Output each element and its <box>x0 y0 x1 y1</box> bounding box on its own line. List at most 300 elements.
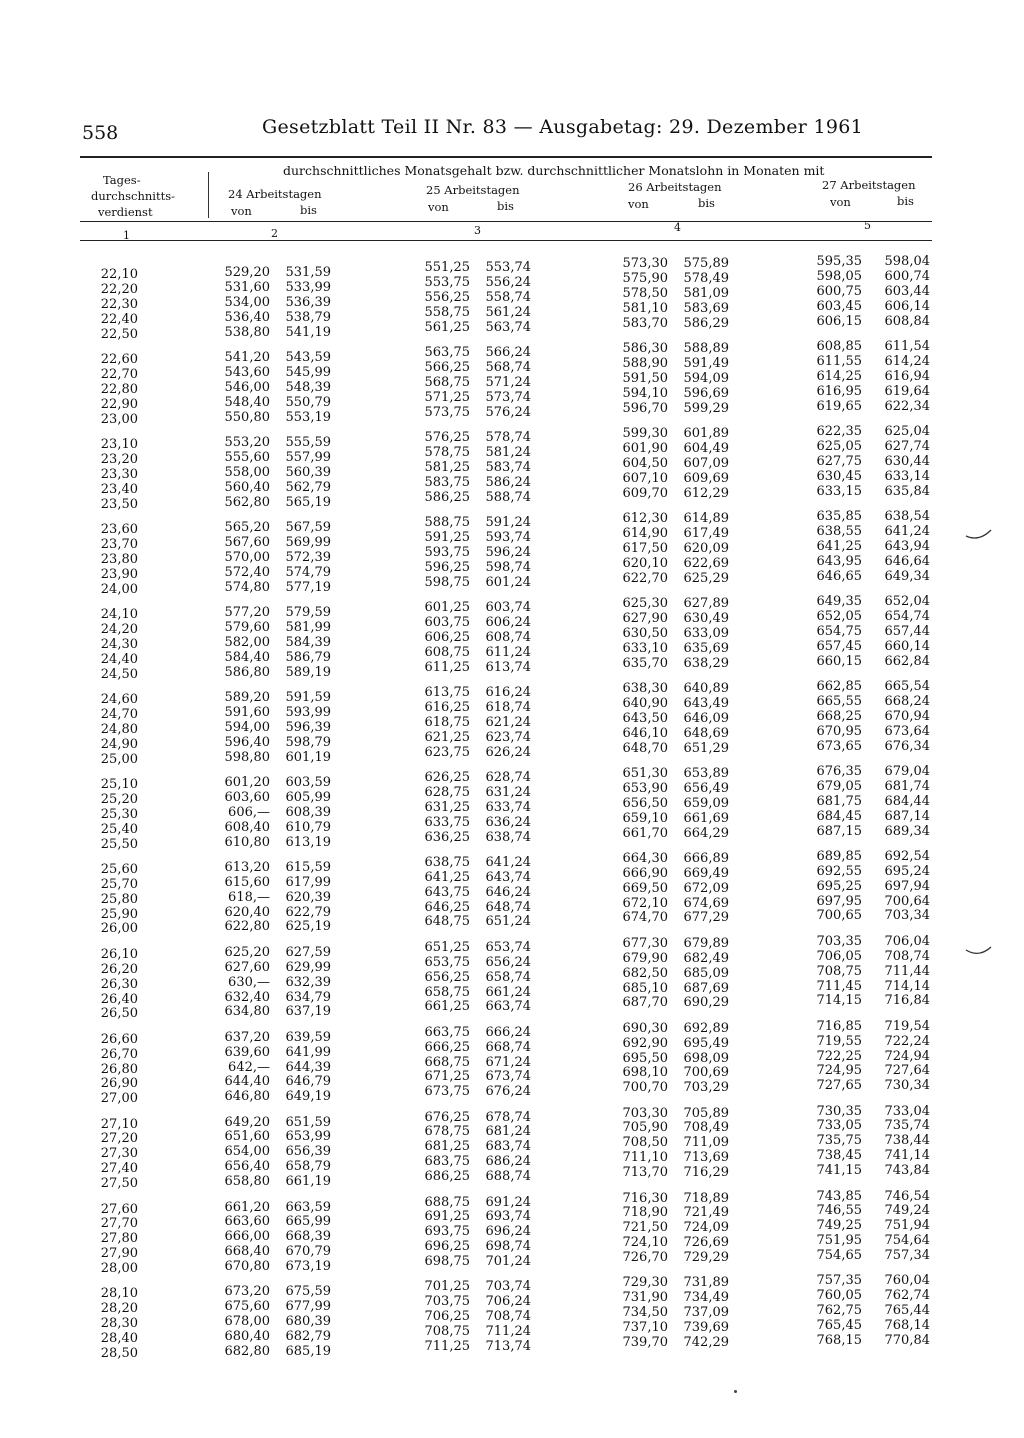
cell-bis-27: 757,34 <box>884 1248 930 1264</box>
cell-bis-27: 735,74 <box>884 1118 930 1134</box>
cell-bis-24: 560,39 <box>285 464 331 480</box>
cell-bis-25: 686,24 <box>485 1154 531 1170</box>
cell-von-24: 673,20 <box>224 1284 270 1300</box>
cell-bis-26: 713,69 <box>683 1150 729 1166</box>
cell-von-26: 653,90 <box>622 780 668 796</box>
cell-bis-26: 633,09 <box>683 625 729 641</box>
cell-tagesverdienst: 23,60 <box>100 521 138 537</box>
cell-von-26: 599,30 <box>622 425 668 441</box>
cell-von-26: 617,50 <box>622 540 668 556</box>
cell-von-24: 666,00 <box>224 1229 270 1245</box>
cell-bis-27: 733,04 <box>884 1103 930 1119</box>
cell-von-26: 718,90 <box>622 1205 668 1221</box>
cell-bis-27: 633,14 <box>884 468 930 484</box>
cell-von-25: 611,25 <box>424 659 470 675</box>
cell-von-24: 534,00 <box>224 294 270 310</box>
cell-bis-27: 598,04 <box>884 254 930 269</box>
cell-bis-24: 543,59 <box>285 349 331 365</box>
cell-bis-24: 675,59 <box>285 1284 331 1300</box>
cell-von-26: 659,10 <box>622 810 668 826</box>
cell-von-25: 583,75 <box>424 474 470 490</box>
cell-bis-26: 635,69 <box>683 640 729 656</box>
cell-bis-25: 701,24 <box>485 1254 531 1270</box>
cell-bis-27: 679,04 <box>884 763 930 779</box>
cell-bis-27: 689,34 <box>884 823 930 839</box>
cell-bis-25: 583,74 <box>485 459 531 475</box>
cell-bis-24: 682,79 <box>285 1329 331 1345</box>
cell-tagesverdienst: 26,90 <box>100 1076 138 1092</box>
cell-von-26: 716,30 <box>622 1190 668 1206</box>
cell-von-25: 626,25 <box>424 769 470 785</box>
cell-bis-24: 608,39 <box>285 804 331 820</box>
cell-von-27: 738,45 <box>816 1148 862 1164</box>
cell-bis-26: 672,09 <box>683 880 729 896</box>
cell-bis-24: 649,19 <box>285 1089 331 1105</box>
cell-von-27: 716,85 <box>816 1018 862 1034</box>
cell-von-26: 656,50 <box>622 795 668 811</box>
cell-von-24: 649,20 <box>224 1114 270 1130</box>
cell-von-27: 697,95 <box>816 893 862 909</box>
cell-von-24: 661,20 <box>224 1199 270 1215</box>
cell-bis-25: 636,24 <box>485 814 531 830</box>
cell-bis-24: 668,39 <box>285 1229 331 1245</box>
cell-bis-26: 726,69 <box>683 1235 729 1251</box>
cell-von-24: 608,40 <box>224 819 270 835</box>
cell-bis-26: 690,29 <box>683 995 729 1011</box>
cell-von-24: 572,40 <box>224 564 270 580</box>
cell-bis-26: 643,49 <box>683 695 729 711</box>
cell-von-26: 591,50 <box>622 370 668 386</box>
cell-bis-24: 538,79 <box>285 309 331 325</box>
cell-bis-24: 685,19 <box>285 1344 331 1360</box>
cell-bis-26: 607,09 <box>683 455 729 471</box>
cell-tagesverdienst: 28,10 <box>100 1286 138 1302</box>
cell-von-27: 762,75 <box>816 1303 862 1319</box>
cell-bis-24: 673,19 <box>285 1259 331 1275</box>
cell-bis-25: 601,24 <box>485 574 531 590</box>
cell-tagesverdienst: 26,20 <box>100 961 138 977</box>
cell-tagesverdienst: 25,20 <box>100 791 138 807</box>
cell-von-26: 633,10 <box>622 640 668 656</box>
cell-von-25: 633,75 <box>424 814 470 830</box>
cell-tagesverdienst: 23,70 <box>100 536 138 552</box>
cell-von-25: 551,25 <box>424 260 470 275</box>
cell-bis-25: 573,74 <box>485 389 531 405</box>
cell-bis-27: 646,64 <box>884 553 930 569</box>
cell-von-24: 610,80 <box>224 834 270 850</box>
cell-von-24: 658,80 <box>224 1174 270 1190</box>
cell-von-26: 588,90 <box>622 355 668 371</box>
cell-bis-24: 579,59 <box>285 604 331 620</box>
cell-bis-24: 625,19 <box>285 919 331 935</box>
cell-bis-25: 623,74 <box>485 729 531 745</box>
cell-bis-26: 620,09 <box>683 540 729 556</box>
cell-von-27: 722,25 <box>816 1048 862 1064</box>
cell-von-25: 693,75 <box>424 1224 470 1240</box>
cell-von-24: 634,80 <box>224 1004 270 1020</box>
cell-von-26: 596,70 <box>622 400 668 416</box>
cell-von-27: 641,25 <box>816 538 862 554</box>
cell-von-27: 603,45 <box>816 298 862 314</box>
cell-von-24: 582,00 <box>224 634 270 650</box>
cell-bis-26: 594,09 <box>683 370 729 386</box>
cell-bis-26: 682,49 <box>683 950 729 966</box>
cell-von-24: 675,60 <box>224 1299 270 1315</box>
cell-bis-25: 683,74 <box>485 1139 531 1155</box>
cell-tagesverdienst: 28,00 <box>100 1261 138 1277</box>
cell-bis-25: 671,24 <box>485 1054 531 1070</box>
cell-bis-26: 724,09 <box>683 1220 729 1236</box>
cell-von-26: 685,10 <box>622 980 668 996</box>
cell-bis-27: 603,44 <box>884 283 930 299</box>
cell-bis-24: 620,39 <box>285 889 331 905</box>
cell-bis-27: 654,74 <box>884 608 930 624</box>
cell-bis-26: 575,89 <box>683 256 729 271</box>
cell-tagesverdienst: 22,40 <box>100 311 138 327</box>
cell-bis-26: 700,69 <box>683 1065 729 1081</box>
cell-von-24: 574,80 <box>224 579 270 595</box>
cell-bis-25: 673,74 <box>485 1069 531 1085</box>
cell-bis-27: 706,04 <box>884 933 930 949</box>
cell-tagesverdienst: 25,10 <box>100 776 138 792</box>
cell-von-25: 578,75 <box>424 444 470 460</box>
cell-bis-25: 703,74 <box>485 1279 531 1295</box>
cell-bis-27: 665,54 <box>884 678 930 694</box>
cell-bis-25: 561,24 <box>485 304 531 320</box>
cell-tagesverdienst: 22,60 <box>100 351 138 367</box>
cell-bis-24: 639,59 <box>285 1029 331 1045</box>
cell-von-24: 558,00 <box>224 464 270 480</box>
cell-bis-25: 646,24 <box>485 884 531 900</box>
cell-von-27: 743,85 <box>816 1188 862 1204</box>
cell-bis-24: 632,39 <box>285 974 331 990</box>
cell-bis-24: 572,39 <box>285 549 331 565</box>
cell-von-24: 562,80 <box>224 494 270 510</box>
cell-von-24: 586,80 <box>224 664 270 680</box>
cell-von-25: 566,25 <box>424 359 470 375</box>
cell-von-26: 575,90 <box>622 270 668 286</box>
cell-bis-27: 743,84 <box>884 1163 930 1179</box>
cell-von-24: 625,20 <box>224 944 270 960</box>
cell-von-27: 622,35 <box>816 423 862 439</box>
cell-bis-24: 593,99 <box>285 704 331 720</box>
cell-von-26: 674,70 <box>622 910 668 926</box>
cell-bis-26: 708,49 <box>683 1120 729 1136</box>
cell-bis-27: 754,64 <box>884 1233 930 1249</box>
cell-bis-27: 670,94 <box>884 708 930 724</box>
cell-von-27: 649,35 <box>816 593 862 609</box>
cell-von-27: 719,55 <box>816 1033 862 1049</box>
cell-von-26: 583,70 <box>622 315 668 331</box>
cell-tagesverdienst: 23,80 <box>100 551 138 567</box>
cell-bis-26: 646,09 <box>683 710 729 726</box>
cell-bis-27: 765,44 <box>884 1303 930 1319</box>
cell-bis-26: 591,49 <box>683 355 729 371</box>
cell-von-26: 734,50 <box>622 1305 668 1321</box>
cell-bis-27: 727,64 <box>884 1063 930 1079</box>
group-24-label: 24 Arbeitstagen <box>228 187 322 201</box>
cell-tagesverdienst: 22,10 <box>100 267 138 282</box>
cell-von-24: 622,80 <box>224 919 270 935</box>
cell-tagesverdienst: 23,90 <box>100 566 138 582</box>
cell-tagesverdienst: 23,50 <box>100 496 138 512</box>
cell-von-27: 689,85 <box>816 848 862 864</box>
cell-von-27: 724,95 <box>816 1063 862 1079</box>
cell-bis-27: 676,34 <box>884 738 930 754</box>
cell-von-27: 595,35 <box>816 254 862 269</box>
cell-tagesverdienst: 23,40 <box>100 481 138 497</box>
cell-von-27: 611,55 <box>816 353 862 369</box>
cell-tagesverdienst: 23,10 <box>100 436 138 452</box>
cell-von-26: 661,70 <box>622 825 668 841</box>
cell-bis-27: 625,04 <box>884 423 930 439</box>
cell-von-27: 619,65 <box>816 398 862 414</box>
cell-von-25: 556,25 <box>424 289 470 305</box>
cell-von-27: 727,65 <box>816 1078 862 1094</box>
cell-von-24: 632,40 <box>224 989 270 1005</box>
cell-bis-25: 566,24 <box>485 344 531 360</box>
cell-tagesverdienst: 28,40 <box>100 1331 138 1347</box>
cell-von-27: 670,95 <box>816 723 862 739</box>
header-rule-bottom <box>80 240 932 241</box>
group-26-label: 26 Arbeitstagen <box>628 180 722 194</box>
cell-bis-25: 628,74 <box>485 769 531 785</box>
cell-bis-25: 631,24 <box>485 784 531 800</box>
cell-bis-25: 641,24 <box>485 854 531 870</box>
cell-von-27: 673,65 <box>816 738 862 754</box>
cell-bis-25: 581,24 <box>485 444 531 460</box>
cell-bis-27: 619,64 <box>884 383 930 399</box>
cell-tagesverdienst: 24,60 <box>100 691 138 707</box>
cell-tagesverdienst: 24,70 <box>100 706 138 722</box>
cell-von-25: 581,25 <box>424 459 470 475</box>
cell-tagesverdienst: 26,30 <box>100 976 138 992</box>
cell-bis-26: 729,29 <box>683 1250 729 1266</box>
cell-bis-27: 746,54 <box>884 1188 930 1204</box>
cell-von-27: 706,05 <box>816 948 862 964</box>
cell-bis-24: 562,79 <box>285 479 331 495</box>
cell-bis-24: 555,59 <box>285 434 331 450</box>
cell-tagesverdienst: 24,00 <box>100 581 138 597</box>
header-col1-line2: durchschnitts- <box>91 189 175 203</box>
cell-von-24: 654,00 <box>224 1144 270 1160</box>
cell-bis-26: 679,89 <box>683 935 729 951</box>
cell-von-26: 612,30 <box>622 510 668 526</box>
header-col1-line1: Tages- <box>103 173 141 187</box>
cell-bis-27: 627,74 <box>884 438 930 454</box>
cell-bis-27: 622,34 <box>884 398 930 414</box>
cell-von-26: 607,10 <box>622 470 668 486</box>
cell-bis-25: 661,24 <box>485 984 531 1000</box>
cell-tagesverdienst: 27,20 <box>100 1131 138 1147</box>
cell-bis-27: 768,14 <box>884 1318 930 1334</box>
cell-von-25: 678,75 <box>424 1124 470 1140</box>
cell-tagesverdienst: 27,10 <box>100 1116 138 1132</box>
cell-bis-25: 678,74 <box>485 1109 531 1125</box>
cell-bis-24: 545,99 <box>285 364 331 380</box>
cell-von-24: 543,60 <box>224 364 270 380</box>
cell-bis-26: 596,69 <box>683 385 729 401</box>
cell-bis-27: 641,24 <box>884 523 930 539</box>
cell-bis-26: 612,29 <box>683 485 729 501</box>
cell-von-24: 550,80 <box>224 409 270 425</box>
cell-von-27: 614,25 <box>816 368 862 384</box>
cell-von-25: 593,75 <box>424 544 470 560</box>
cell-von-24: 613,20 <box>224 859 270 875</box>
cell-bis-26: 718,89 <box>683 1190 729 1206</box>
cell-bis-26: 659,09 <box>683 795 729 811</box>
cell-von-24: 630,— <box>228 974 270 990</box>
cell-bis-25: 633,74 <box>485 799 531 815</box>
cell-von-26: 635,70 <box>622 655 668 671</box>
cell-von-25: 671,25 <box>424 1069 470 1085</box>
cell-von-24: 538,80 <box>224 324 270 340</box>
column-number-5: 5 <box>864 219 871 232</box>
cell-bis-26: 609,69 <box>683 470 729 486</box>
cell-bis-27: 719,54 <box>884 1018 930 1034</box>
cell-bis-25: 651,24 <box>485 914 531 930</box>
cell-bis-27: 760,04 <box>884 1273 930 1289</box>
cell-bis-26: 677,29 <box>683 910 729 926</box>
cell-von-27: 616,95 <box>816 383 862 399</box>
cell-bis-24: 644,39 <box>285 1059 331 1075</box>
cell-von-26: 731,90 <box>622 1290 668 1306</box>
cell-von-25: 711,25 <box>424 1339 470 1355</box>
cell-von-26: 692,90 <box>622 1035 668 1051</box>
cell-von-27: 708,75 <box>816 963 862 979</box>
cell-von-27: 643,95 <box>816 553 862 569</box>
cell-bis-27: 611,54 <box>884 338 930 354</box>
cell-von-24: 656,40 <box>224 1159 270 1175</box>
cell-von-25: 698,75 <box>424 1254 470 1270</box>
cell-bis-26: 638,29 <box>683 655 729 671</box>
cell-bis-24: 610,79 <box>285 819 331 835</box>
cell-von-26: 698,10 <box>622 1065 668 1081</box>
cell-bis-27: 614,24 <box>884 353 930 369</box>
cell-tagesverdienst: 22,80 <box>100 381 138 397</box>
cell-von-25: 563,75 <box>424 344 470 360</box>
cell-von-27: 700,65 <box>816 908 862 924</box>
cell-bis-25: 708,74 <box>485 1309 531 1325</box>
cell-bis-25: 553,74 <box>485 260 531 275</box>
cell-von-25: 573,75 <box>424 404 470 420</box>
cell-bis-24: 565,19 <box>285 494 331 510</box>
cell-bis-24: 531,59 <box>285 265 331 280</box>
cell-von-27: 751,95 <box>816 1233 862 1249</box>
cell-von-25: 636,25 <box>424 829 470 845</box>
header-divider-1 <box>208 172 209 218</box>
cell-von-27: 657,45 <box>816 638 862 654</box>
cell-von-26: 578,50 <box>622 285 668 301</box>
cell-bis-24: 617,99 <box>285 874 331 890</box>
cell-bis-27: 738,44 <box>884 1133 930 1149</box>
cell-von-26: 679,90 <box>622 950 668 966</box>
cell-bis-25: 648,74 <box>485 899 531 915</box>
cell-bis-26: 614,89 <box>683 510 729 526</box>
cell-von-25: 646,25 <box>424 899 470 915</box>
cell-bis-27: 673,64 <box>884 723 930 739</box>
cell-von-26: 648,70 <box>622 740 668 756</box>
cell-tagesverdienst: 22,90 <box>100 396 138 412</box>
cell-tagesverdienst: 26,50 <box>100 1006 138 1022</box>
cell-von-24: 644,40 <box>224 1074 270 1090</box>
cell-bis-25: 563,74 <box>485 319 531 335</box>
cell-bis-25: 558,74 <box>485 289 531 305</box>
group-24-von: von <box>231 204 252 218</box>
cell-bis-27: 616,94 <box>884 368 930 384</box>
cell-von-27: 635,85 <box>816 508 862 524</box>
cell-bis-27: 630,44 <box>884 453 930 469</box>
cell-bis-26: 627,89 <box>683 595 729 611</box>
cell-von-24: 594,00 <box>224 719 270 735</box>
cell-von-27: 714,15 <box>816 993 862 1009</box>
cell-bis-27: 635,84 <box>884 483 930 499</box>
cell-bis-27: 741,14 <box>884 1148 930 1164</box>
cell-von-26: 604,50 <box>622 455 668 471</box>
cell-von-24: 615,60 <box>224 874 270 890</box>
cell-von-24: 606,— <box>228 804 270 820</box>
cell-von-26: 638,30 <box>622 680 668 696</box>
cell-bis-25: 698,74 <box>485 1239 531 1255</box>
cell-bis-25: 616,24 <box>485 684 531 700</box>
cell-bis-24: 658,79 <box>285 1159 331 1175</box>
cell-bis-25: 693,74 <box>485 1209 531 1225</box>
cell-bis-24: 637,19 <box>285 1004 331 1020</box>
cell-tagesverdienst: 27,80 <box>100 1231 138 1247</box>
cell-von-27: 668,25 <box>816 708 862 724</box>
cell-von-25: 653,75 <box>424 954 470 970</box>
cell-von-26: 687,70 <box>622 995 668 1011</box>
cell-von-26: 708,50 <box>622 1135 668 1151</box>
cell-von-27: 746,55 <box>816 1203 862 1219</box>
cell-von-27: 684,45 <box>816 808 862 824</box>
cell-bis-27: 692,54 <box>884 848 930 864</box>
cell-bis-24: 584,39 <box>285 634 331 650</box>
cell-von-27: 749,25 <box>816 1218 862 1234</box>
cell-bis-26: 721,49 <box>683 1205 729 1221</box>
cell-von-26: 690,30 <box>622 1020 668 1036</box>
cell-bis-25: 626,24 <box>485 744 531 760</box>
cell-von-27: 695,25 <box>816 878 862 894</box>
cell-bis-24: 586,79 <box>285 649 331 665</box>
cell-von-26: 609,70 <box>622 485 668 501</box>
cell-tagesverdienst: 26,00 <box>100 921 138 937</box>
cell-bis-26: 737,09 <box>683 1305 729 1321</box>
cell-von-26: 721,50 <box>622 1220 668 1236</box>
cell-bis-24: 567,59 <box>285 519 331 535</box>
cell-bis-26: 666,89 <box>683 850 729 866</box>
cell-von-27: 679,05 <box>816 778 862 794</box>
cell-bis-24: 680,39 <box>285 1314 331 1330</box>
cell-von-26: 646,10 <box>622 725 668 741</box>
cell-von-25: 623,75 <box>424 744 470 760</box>
cell-bis-26: 731,89 <box>683 1275 729 1291</box>
cell-bis-25: 691,24 <box>485 1194 531 1210</box>
cell-bis-25: 711,24 <box>485 1324 531 1340</box>
cell-von-26: 627,90 <box>622 610 668 626</box>
cell-bis-25: 706,24 <box>485 1294 531 1310</box>
cell-von-26: 711,10 <box>622 1150 668 1166</box>
cell-von-27: 768,15 <box>816 1333 862 1349</box>
cell-bis-27: 711,44 <box>884 963 930 979</box>
cell-von-24: 603,60 <box>224 789 270 805</box>
cell-von-27: 757,35 <box>816 1273 862 1289</box>
cell-von-24: 682,80 <box>224 1344 270 1360</box>
cell-von-24: 639,60 <box>224 1044 270 1060</box>
cell-von-24: 627,60 <box>224 959 270 975</box>
cell-von-24: 651,60 <box>224 1129 270 1145</box>
cell-von-27: 765,45 <box>816 1318 862 1334</box>
